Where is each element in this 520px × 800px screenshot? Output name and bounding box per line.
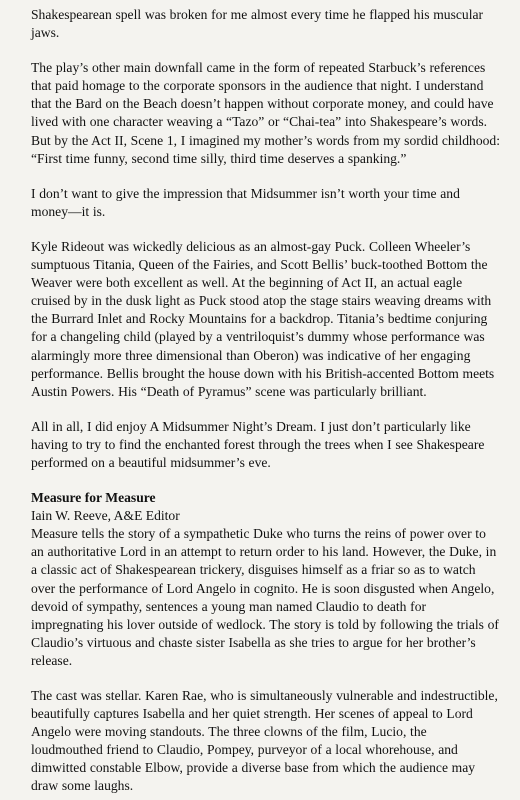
paragraph: Shakespearean spell was broken for me almost every time he flapped his muscular jaws.	[31, 7, 484, 41]
section-title: Measure for Measure	[31, 490, 156, 506]
paragraph: I don’t want to give the impression that Midsummer isn’t worth your time and money—it is.	[31, 185, 460, 219]
paragraph: Kyle Rideout was wickedly delicious as an almost-gay Puck. Colleen Wheeler’s sumptuous Titania, Queen of the Fairies, and Scott Bellis’ buck-toothed Bottom the Weaver were both excellent as well. At the beginning of Act II, an actual eagle cruised by in the dusk light as Puck stood atop the stage stairs weaving dreams with the Burrard Inlet and Rocky Mountains for a backdrop. Titania’s bedtime conjuring for a changeling child (played by a ventriloquist’s dummy whose performance was alarmingly more three dimensional than Oberon) was indicative of her engaging performance. Bellis brought the house down with his British-accented Bottom meets Austin Powers. His “Death of Pyramus” scene was particularly brilliant.	[31, 238, 495, 399]
paragraph: All in all, I did enjoy A Midsummer Night’s Dream. I just don’t particularly like having to try to find the enchanted forest through the trees when I see Shakespeare performed on a beautiful midsummer’s eve.	[31, 418, 485, 470]
paragraph: Measure tells the story of a sympathetic Duke who turns the reins of power over to an authoritative Lord in an attempt to return order to his land. However, the Duke, in a classic act of Shakespearean trickery, disguises himself as a friar so as to watch over the performance of Lord Angelo in cognito. He is soon disgusted when Angelo, devoid of sympathy, sentences a young man named Claudio to death for impregnating his lover outside of wedlock. The story is told by following the trials of Claudio’s virtuous and chaste sister Isabella as she tries to argue for her brother’s release.	[31, 526, 499, 668]
byline: Iain W. Reeve, A&E Editor	[31, 508, 180, 524]
review-section	[31, 489, 500, 796]
paragraph: The play’s other main downfall came in the form of repeated Starbuck’s references that paid homage to the corporate sponsors in the audience that night. I understand that the Bard on the Beach doesn’t happen without corporate money, and could have lived with one character weaving a “Tazo” or “Chai-tea” into Shakespeare’s words. But by the Act II, Scene 1, I imagined my mother’s words from my sordid childhood: “First time funny, second time silly, third time deserves a spanking.”	[31, 60, 501, 166]
paragraph: The cast was stellar. Karen Rae, who is simultaneously vulnerable and indestructible, beautifully captures Isabella and her quiet strength. Her scenes of appeal to Lord Angelo were moving standouts. The three clowns of the film, Lucio, the loudmouthed friend to Claudio, Pompey, purveyor of a local whorehouse, and dimwitted constable Elbow, provide a diverse base from which the audience may draw some laughs.	[31, 688, 498, 794]
